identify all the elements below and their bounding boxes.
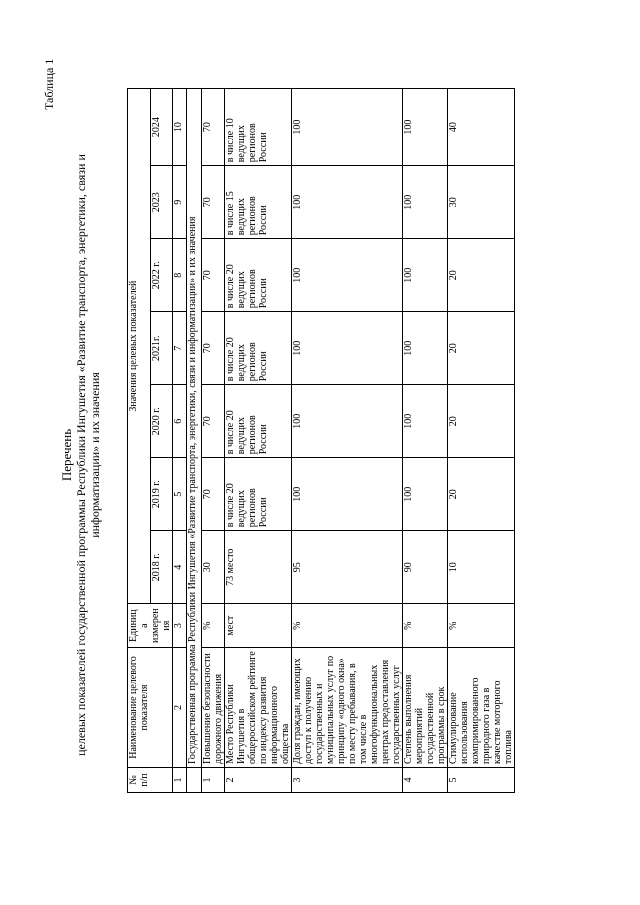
header-no: № п/п [128, 767, 173, 792]
row-value: 30 [202, 531, 225, 604]
row-value: 95 [292, 531, 403, 604]
row-value: 100 [403, 89, 448, 166]
header-year: 2020 г. [150, 385, 173, 458]
row-value: 100 [292, 239, 403, 312]
row-value: 30 [448, 166, 515, 239]
row-value: 100 [292, 89, 403, 166]
header-year: 2024 [150, 89, 173, 166]
section-title: Государственная программа Республики Ингушетия «Развитие транспорта, энергетики, связи и информатизации» и их значения [187, 89, 202, 768]
header-values-group: Значения целевых показателей [128, 89, 151, 604]
row-unit: % [202, 604, 225, 648]
row-value: 70 [202, 458, 225, 531]
header-unit: Единица измерения [128, 604, 173, 648]
row-value: 100 [403, 239, 448, 312]
section-row [187, 89, 202, 793]
row-value: 20 [448, 458, 515, 531]
row-value: 70 [202, 239, 225, 312]
row-unit: % [403, 604, 448, 648]
row-value: в числе 20 ведущих регионов России [225, 312, 292, 385]
row-unit: мест [225, 604, 292, 648]
table-row [202, 89, 225, 793]
table-caption: Таблица 1 [42, 58, 56, 110]
row-value: 100 [403, 166, 448, 239]
document-title [60, 65, 102, 845]
row-value: 100 [292, 166, 403, 239]
header-row-group [128, 89, 151, 793]
header-year: 2019 г. [150, 458, 173, 531]
header-year: 2018 г. [150, 531, 173, 604]
row-name: Доля граждан, имеющих доступ к получению государственных и муниципальных услуг по принципу «одного окна» по месту пребывания, в том числе в многофункциональных центрах предоставления государственных услуг [292, 648, 403, 768]
title-line-1: Перечень [59, 428, 74, 482]
row-value: в числе 15 ведущих регионов России [225, 166, 292, 239]
column-number: 2 [173, 648, 187, 768]
header-year: 2023 [150, 166, 173, 239]
column-number: 3 [173, 604, 187, 648]
column-number: 10 [173, 89, 187, 166]
column-number: 1 [173, 767, 187, 792]
column-number: 9 [173, 166, 187, 239]
row-value: 100 [292, 385, 403, 458]
row-value: 70 [202, 385, 225, 458]
row-value: в числе 20 ведущих регионов России [225, 458, 292, 531]
row-value: 10 [448, 531, 515, 604]
table-row [403, 89, 448, 793]
column-number: 6 [173, 385, 187, 458]
row-name: Повышение безопасности дорожного движения [202, 648, 225, 768]
row-value: 100 [403, 385, 448, 458]
row-value: 70 [202, 312, 225, 385]
row-name: Стимулирование использования компримированного природного газа в качестве моторного топлива [448, 648, 515, 768]
column-number-row [173, 89, 187, 793]
header-year: 2022 г. [150, 239, 173, 312]
row-value: 70 [202, 166, 225, 239]
title-line-2: целевых показателей государственной программы Республики Ингушетия «Развитие транспорта, энергетики, связи и [74, 154, 88, 756]
title-line-3: информатизации» и их значения [88, 372, 102, 538]
row-value: 20 [448, 312, 515, 385]
column-number: 8 [173, 239, 187, 312]
row-name: Место Республики Ингушетия в общероссийском рейтинге по индексу развития информационного общества [225, 648, 292, 768]
row-value: 90 [403, 531, 448, 604]
row-unit: % [292, 604, 403, 648]
row-value: в числе 10 ведущих регионов России [225, 89, 292, 166]
column-number: 4 [173, 531, 187, 604]
row-name: Степень выполнения мероприятий государственной программы в срок [403, 648, 448, 768]
column-number: 7 [173, 312, 187, 385]
row-value: в числе 20 ведущих регионов России [225, 239, 292, 312]
section-spacer [187, 767, 202, 792]
row-value: 100 [403, 458, 448, 531]
row-value: 100 [403, 312, 448, 385]
row-no: 3 [292, 767, 403, 792]
row-no: 5 [448, 767, 515, 792]
row-value: 100 [292, 312, 403, 385]
row-no: 2 [225, 767, 292, 792]
row-unit: % [448, 604, 515, 648]
table-row [225, 89, 292, 793]
row-value: 73 место [225, 531, 292, 604]
table-row [448, 89, 515, 793]
column-number: 5 [173, 458, 187, 531]
header-name: Наименование целевого показателя [128, 648, 173, 768]
row-no: 4 [403, 767, 448, 792]
row-value: 20 [448, 385, 515, 458]
table-row [292, 89, 403, 793]
row-value: 40 [448, 89, 515, 166]
header-year: 2021г. [150, 312, 173, 385]
row-value: 70 [202, 89, 225, 166]
row-value: 100 [292, 458, 403, 531]
row-value: в числе 20 ведущих регионов России [225, 385, 292, 458]
targets-table [127, 88, 515, 793]
row-value: 20 [448, 239, 515, 312]
row-no: 1 [202, 767, 225, 792]
